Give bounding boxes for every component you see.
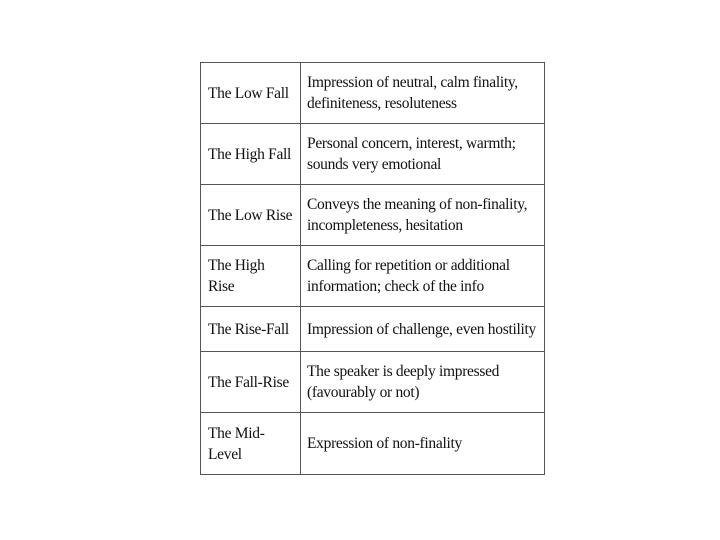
tone-name-cell: The High Rise [201,246,301,307]
tone-name-cell: The Low Rise [201,185,301,246]
table-row [201,307,545,352]
table-row [201,63,545,124]
table-row [201,246,545,307]
intonation-tones-table [200,62,545,475]
tone-name-cell: The Mid-Level [201,413,301,475]
table-row [201,413,545,475]
tone-description-cell: Conveys the meaning of non-finality, incompleteness, hesitation [301,185,545,246]
tone-description-cell: Impression of challenge, even hostility [301,307,545,352]
tone-description-cell: Impression of neutral, calm finality, definiteness, resoluteness [301,63,545,124]
tone-description-cell: Calling for repetition or additional information; check of the info [301,246,545,307]
tone-description-cell: Expression of non-finality [301,413,545,475]
tone-name-cell: The Low Fall [201,63,301,124]
tone-name-cell: The Fall-Rise [201,352,301,413]
tone-description-cell: The speaker is deeply impressed (favourably or not) [301,352,545,413]
table-row [201,185,545,246]
tone-name-cell: The Rise-Fall [201,307,301,352]
tone-name-cell: The High Fall [201,124,301,185]
table-row [201,124,545,185]
tone-description-cell: Personal concern, interest, warmth; sounds very emotional [301,124,545,185]
table-row [201,352,545,413]
